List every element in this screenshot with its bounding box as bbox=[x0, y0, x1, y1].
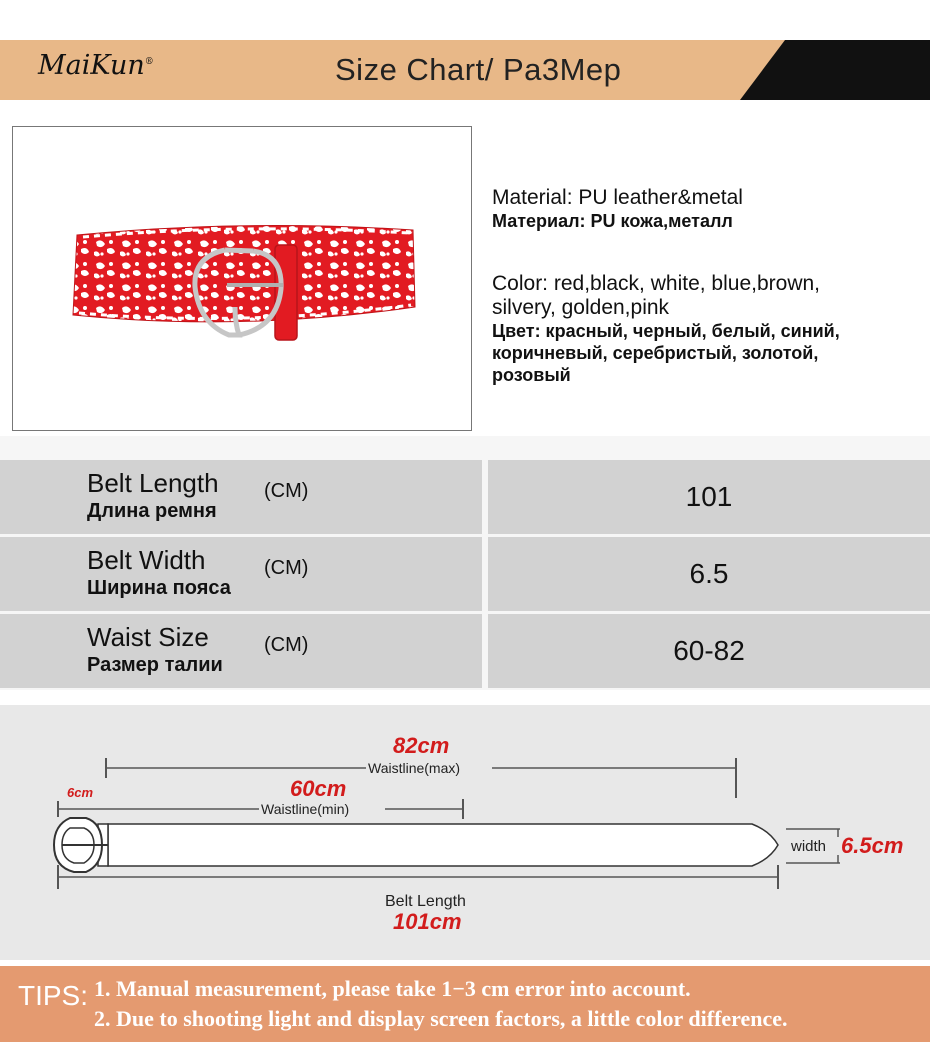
tip-2: 2. Due to shooting light and display screen factors, a little color difference. bbox=[94, 1006, 788, 1031]
spec-value: 6.5 bbox=[689, 558, 729, 589]
color-ru-line3: розовый bbox=[492, 365, 571, 385]
spec-unit: (CM) bbox=[264, 634, 309, 656]
belt-strap bbox=[108, 824, 778, 866]
spec-label-cell bbox=[0, 460, 482, 534]
color-ru-line2: коричневый, серебристый, золотой, bbox=[492, 343, 819, 363]
product-info bbox=[492, 186, 922, 386]
spec-value-cell bbox=[488, 614, 930, 688]
spec-value: 60-82 bbox=[673, 635, 745, 666]
page-title: Size Chart/ Pa3Mep bbox=[335, 52, 622, 87]
spec-unit: (CM) bbox=[264, 480, 309, 502]
belt-length-value: 101cm bbox=[393, 909, 462, 934]
material-en: Material: PU leather&metal bbox=[492, 186, 743, 209]
spec-unit: (CM) bbox=[264, 557, 309, 579]
color-en-line2: silvery, golden,pink bbox=[492, 296, 670, 319]
max-waistline-label: Waistline(max) bbox=[368, 760, 461, 776]
min-waistline-value: 60cm bbox=[290, 776, 347, 801]
tips-label: TIPS: bbox=[18, 980, 89, 1011]
color-en-line1: Color: red,black, white, blue,brown, bbox=[492, 272, 820, 295]
tip-1: 1. Manual measurement, please take 1−3 cm error into account. bbox=[94, 976, 691, 1001]
spec-row-belt-width bbox=[0, 537, 930, 611]
spec-value-cell bbox=[488, 537, 930, 611]
spec-label-en: Waist Size bbox=[87, 622, 209, 652]
spec-label-en: Belt Width bbox=[87, 545, 206, 575]
max-waistline-value: 82cm bbox=[393, 733, 450, 758]
spec-value: 101 bbox=[685, 481, 733, 512]
spec-label-ru: Размер талии bbox=[87, 654, 223, 676]
spec-label-cell bbox=[0, 614, 482, 688]
tips-panel bbox=[0, 966, 930, 1042]
spec-label-en: Belt Length bbox=[87, 468, 219, 498]
spec-value-cell bbox=[488, 460, 930, 534]
color-ru-line1: Цвет: красный, черный, белый, синий, bbox=[492, 321, 840, 341]
spec-label-ru: Длина ремня bbox=[87, 500, 217, 522]
spec-label-cell bbox=[0, 537, 482, 611]
material-ru: Материал: PU кожа,металл bbox=[492, 211, 733, 231]
belt-illustration bbox=[13, 127, 471, 430]
width-label: width bbox=[791, 838, 827, 855]
spec-label-ru: Ширина пояса bbox=[87, 577, 231, 599]
belt-length-label: Belt Length bbox=[385, 893, 466, 910]
width-value: 6.5cm bbox=[841, 833, 904, 858]
min-waistline-label: Waistline(min) bbox=[261, 801, 350, 817]
brand-logo: MaiKun® bbox=[38, 50, 154, 81]
buckle-length-value: 6cm bbox=[67, 785, 94, 800]
spec-row-belt-length bbox=[0, 460, 930, 534]
spec-row-waist-size bbox=[0, 614, 930, 688]
belt-diagram-svg bbox=[0, 705, 930, 960]
product-photo bbox=[12, 126, 472, 431]
measurement-diagram bbox=[0, 705, 930, 960]
header-banner bbox=[0, 40, 930, 100]
